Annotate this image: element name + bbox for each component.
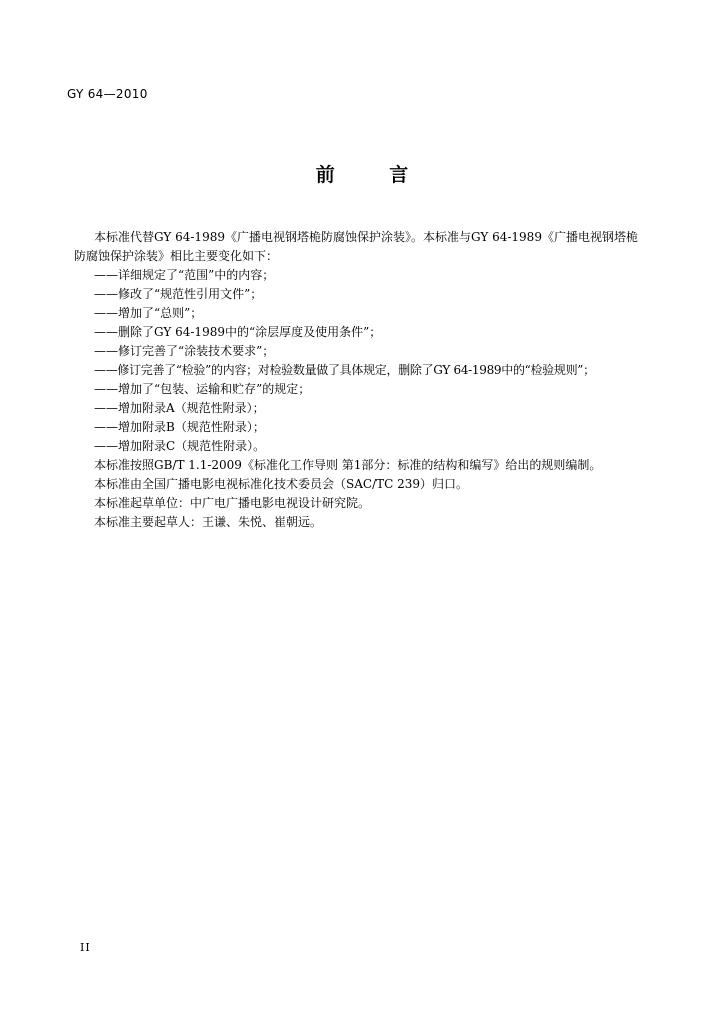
drafting-rules-paragraph: 本标准按照GB/T 1.1-2009《标准化工作导则 第1部分：标准的结构和编写》给出的规则编制。 (94, 458, 602, 472)
change-item: ——增加附录B（规范性附录）； (94, 420, 265, 434)
change-item: ——详细规定了“范围”中的内容； (94, 268, 275, 282)
change-item: ——增加附录A（规范性附录）； (94, 401, 265, 415)
change-item: ——修订完善了“检验”的内容；对检验数量做了具体规定，删除了GY 64-1989中的“检验规则”； (94, 363, 595, 377)
intro-paragraph: 本标准代替GY 64-1989《广播电视钢塔桅防腐蚀保护涂装》。本标准与GY 64-1989《广播电视钢塔桅防腐蚀保护涂装》相比主要变化如下： (74, 230, 638, 263)
change-item: ——修订完善了“涂装技术要求”； (94, 344, 275, 358)
centralized-by-paragraph: 本标准由全国广播电影电视标准化技术委员会（SAC/TC 239）归口。 (94, 477, 469, 491)
page-title: 前 言 (315, 164, 433, 186)
change-item: ——删除了GY 64-1989中的“涂层厚度及使用条件”； (94, 325, 382, 339)
change-item: ——增加附录C（规范性附录）。 (94, 439, 266, 453)
standard-code: GY 64—2010 (67, 87, 148, 101)
change-item: ——修改了“规范性引用文件”； (94, 287, 263, 301)
foreword-body (74, 228, 646, 532)
change-item: ——增加了“总则”； (94, 306, 203, 320)
page-number: II (80, 941, 91, 954)
drafting-unit-paragraph: 本标准起草单位：中广电广播电影电视设计研究院。 (94, 496, 371, 510)
drafters-paragraph: 本标准主要起草人：王谦、朱悦、崔朝远。 (94, 515, 323, 529)
change-item: ——增加了“包装、运输和贮存”的规定； (94, 382, 311, 396)
